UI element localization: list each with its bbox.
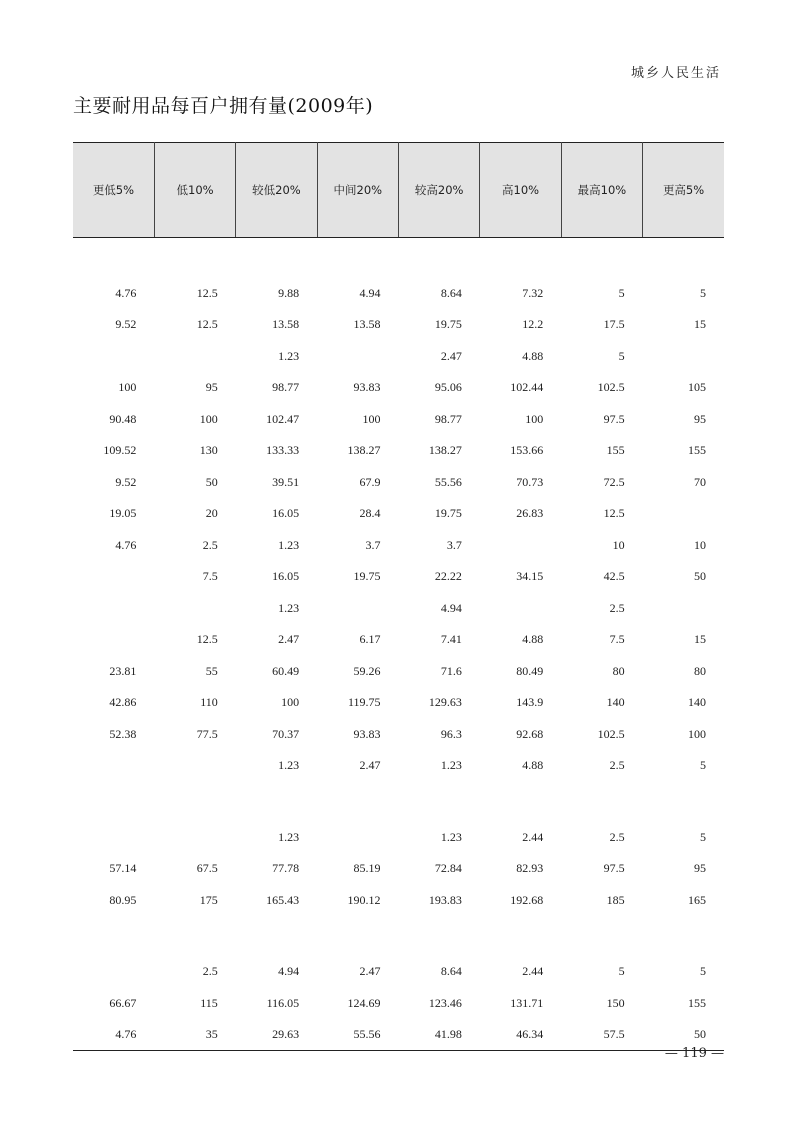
table-cell: 100 (281, 695, 300, 710)
table-cell: 16.05 (272, 506, 300, 521)
table-cell: 19.75 (353, 569, 381, 584)
durable-goods-table (73, 142, 724, 1051)
table-cell: 1.23 (440, 829, 462, 844)
column-header: 更低5% (73, 143, 154, 238)
table-cell (643, 916, 724, 956)
table-cell: 100 (362, 411, 381, 426)
table-cell: 19.05 (109, 506, 137, 521)
table-cell (643, 593, 724, 625)
table-cell: 82.93 (516, 861, 544, 876)
table-cell: 2.5 (202, 964, 218, 979)
table-row (73, 916, 724, 956)
table-cell (643, 782, 724, 822)
table-cell: 29.63 (236, 1019, 317, 1051)
table-row (73, 956, 724, 988)
table-cell: 80 (612, 663, 625, 678)
table-cell: 3.7 (446, 537, 462, 552)
table-cell: 100 (688, 726, 706, 741)
table-cell: 105 (688, 380, 706, 395)
table-cell (561, 238, 642, 278)
table-row (73, 656, 724, 688)
table-cell (643, 498, 724, 530)
table-cell: 2.47 (278, 632, 300, 647)
table-cell: 10 (612, 537, 625, 552)
table-cell: 155 (688, 443, 706, 458)
table-cell (480, 238, 561, 278)
column-header: 较高20% (399, 143, 480, 238)
table-cell: 7.5 (202, 569, 218, 584)
table-cell (236, 782, 317, 822)
table-cell: 190.12 (347, 892, 381, 907)
table-cell: 3.7 (365, 537, 381, 552)
table-cell: 155 (606, 443, 625, 458)
table-cell (480, 916, 561, 956)
table-cell: 7.32 (522, 285, 544, 300)
column-header: 高10% (480, 143, 561, 238)
table-cell: 175 (199, 892, 218, 907)
table-cell (561, 782, 642, 822)
table-cell (154, 238, 235, 278)
table-cell: 72.84 (434, 861, 462, 876)
table-cell: 1.23 (440, 758, 462, 773)
table-cell (73, 341, 154, 373)
running-head: 城乡人民生活 (630, 66, 721, 81)
table-cell: 138.27 (428, 443, 462, 458)
table-cell (73, 624, 154, 656)
table-row (73, 687, 724, 719)
table-cell: 60.49 (272, 663, 300, 678)
table-row (73, 467, 724, 499)
table-cell: 7.41 (440, 632, 462, 647)
table-cell: 71.6 (440, 663, 462, 678)
table-cell (154, 593, 235, 625)
table-cell (480, 530, 561, 562)
table-cell: 100 (525, 411, 544, 426)
table-cell: 20 (205, 506, 218, 521)
table-row (73, 853, 724, 885)
table-cell (73, 822, 154, 854)
column-header: 低10% (154, 143, 235, 238)
column-header: 较低20% (236, 143, 317, 238)
table-cell: 130 (199, 443, 218, 458)
table-cell: 85.19 (353, 861, 381, 876)
table-cell (561, 916, 642, 956)
table-cell: 185 (606, 892, 625, 907)
table-cell: 1.23 (278, 348, 300, 363)
column-header: 更高5% (643, 143, 724, 238)
table-cell: 193.83 (428, 892, 462, 907)
table-cell: 70.37 (272, 726, 300, 741)
table-cell: 57.5 (561, 1019, 642, 1051)
table-cell: 2.44 (522, 829, 544, 844)
table-header (73, 143, 724, 238)
table-cell: 55.56 (434, 474, 462, 489)
table-row (73, 498, 724, 530)
table-cell: 95.06 (434, 380, 462, 395)
column-header: 最高10% (561, 143, 642, 238)
table-cell (154, 822, 235, 854)
table-cell: 4.94 (440, 600, 462, 615)
table-row (73, 341, 724, 373)
table-row (73, 593, 724, 625)
table-cell: 39.51 (272, 474, 300, 489)
table-cell (154, 782, 235, 822)
column-header: 中间20% (317, 143, 398, 238)
table-cell (399, 238, 480, 278)
table-cell: 66.67 (109, 995, 137, 1010)
table-cell: 119.75 (347, 695, 381, 710)
table-row (73, 404, 724, 436)
table-cell: 55 (205, 663, 218, 678)
table-cell (154, 341, 235, 373)
table-cell (73, 916, 154, 956)
table-cell: 110 (200, 695, 218, 710)
table-cell (154, 916, 235, 956)
table-cell: 8.64 (440, 964, 462, 979)
table-cell: 55.56 (317, 1019, 398, 1051)
table-cell: 2.47 (440, 348, 462, 363)
table-cell: 19.75 (434, 506, 462, 521)
table-row (73, 530, 724, 562)
table-cell: 133.33 (266, 443, 300, 458)
table-cell: 4.94 (359, 285, 381, 300)
table-cell: 109.52 (103, 443, 137, 458)
table-cell: 165.43 (266, 892, 300, 907)
table-cell: 115 (200, 995, 218, 1010)
table-cell: 67.9 (359, 474, 381, 489)
table-cell (73, 750, 154, 782)
table-cell: 100 (199, 411, 218, 426)
table-cell: 80.95 (109, 892, 137, 907)
table-cell: 13.58 (353, 317, 381, 332)
table-cell: 4.76 (115, 537, 137, 552)
table-cell: 92.68 (516, 726, 544, 741)
table-cell: 50 (205, 474, 218, 489)
table-cell: 10 (694, 537, 706, 552)
table-row (73, 561, 724, 593)
table-cell: 4.88 (522, 758, 544, 773)
table-cell: 165 (688, 892, 706, 907)
table-row (73, 238, 724, 278)
table-cell (643, 341, 724, 373)
table-cell: 97.5 (603, 411, 625, 426)
table-cell: 5 (700, 758, 706, 773)
table-cell: 59.26 (353, 663, 381, 678)
table-cell: 2.47 (359, 758, 381, 773)
table-cell: 67.5 (196, 861, 218, 876)
table-cell: 93.83 (353, 380, 381, 395)
table-cell (480, 593, 561, 625)
table-cell: 1.23 (278, 600, 300, 615)
table-cell: 129.63 (428, 695, 462, 710)
table-row (73, 624, 724, 656)
table-cell: 5 (700, 829, 706, 844)
table-cell: 97.5 (603, 861, 625, 876)
table-cell: 19.75 (434, 317, 462, 332)
table-cell: 90.48 (109, 411, 137, 426)
table-cell: 131.71 (510, 995, 544, 1010)
table-cell: 102.5 (597, 726, 625, 741)
table-cell: 70.73 (516, 474, 544, 489)
table-title: 主要耐用品每百户拥有量(2009年) (73, 95, 374, 117)
table-row (73, 435, 724, 467)
table-cell: 77.78 (272, 861, 300, 876)
table-cell: 2.5 (609, 600, 625, 615)
table-cell: 26.83 (516, 506, 544, 521)
table-cell (317, 238, 398, 278)
table-cell: 16.05 (272, 569, 300, 584)
table-cell (73, 956, 154, 988)
table-cell: 15 (694, 632, 706, 647)
table-cell (317, 782, 398, 822)
table-cell (317, 822, 398, 854)
table-cell: 93.83 (353, 726, 381, 741)
table-cell: 143.9 (516, 695, 544, 710)
table-cell (317, 341, 398, 373)
table-cell: 153.66 (510, 443, 544, 458)
table-cell: 2.5 (202, 537, 218, 552)
table-cell: 4.88 (522, 348, 544, 363)
table-cell: 138.27 (347, 443, 381, 458)
table-cell: 42.5 (603, 569, 625, 584)
table-cell: 8.64 (440, 285, 462, 300)
table-cell (73, 593, 154, 625)
table-cell: 5 (618, 964, 625, 979)
table-cell: 42.86 (109, 695, 137, 710)
table-cell: 72.5 (603, 474, 625, 489)
table-cell (73, 238, 154, 278)
table-cell: 23.81 (109, 663, 137, 678)
table-cell: 50 (694, 569, 706, 584)
table-cell: 46.34 (480, 1019, 561, 1051)
table-cell (480, 782, 561, 822)
table-cell: 116.05 (266, 995, 300, 1010)
table-cell: 124.69 (347, 995, 381, 1010)
table-cell: 5 (618, 348, 625, 363)
table-cell: 123.46 (428, 995, 462, 1010)
table-row (73, 988, 724, 1020)
table-cell: 4.88 (522, 632, 544, 647)
table-cell (399, 916, 480, 956)
table-cell: 5 (618, 285, 625, 300)
table-cell: 1.23 (278, 758, 300, 773)
header-row (73, 143, 724, 238)
table-cell: 102.47 (266, 411, 300, 426)
table-cell: 102.44 (510, 380, 544, 395)
table-cell: 95 (205, 380, 218, 395)
table-cell (73, 782, 154, 822)
table-cell: 28.4 (359, 506, 381, 521)
table-row (73, 278, 724, 310)
table-cell: 1.23 (278, 537, 300, 552)
table-cell: 4.76 (73, 1019, 154, 1051)
table-cell (643, 238, 724, 278)
table-row (73, 750, 724, 782)
table-cell: 52.38 (109, 726, 137, 741)
table-cell: 12.5 (603, 506, 625, 521)
page-number: — 119 — (664, 1046, 724, 1061)
table-cell: 2.5 (609, 829, 625, 844)
table-cell: 102.5 (597, 380, 625, 395)
table-cell: 34.15 (516, 569, 544, 584)
table-cell: 70 (694, 474, 706, 489)
table-cell: 150 (606, 995, 625, 1010)
table-cell: 80.49 (516, 663, 544, 678)
table-cell (236, 916, 317, 956)
table-cell: 77.5 (196, 726, 218, 741)
table-cell: 155 (688, 995, 706, 1010)
table-row (73, 309, 724, 341)
table-cell: 9.52 (115, 474, 137, 489)
table-row (73, 719, 724, 751)
table-cell: 192.68 (510, 892, 544, 907)
table-cell: 140 (606, 695, 625, 710)
table-cell: 4.76 (115, 285, 137, 300)
table-row (73, 885, 724, 917)
table-cell (317, 916, 398, 956)
table-cell: 95 (694, 411, 706, 426)
table-cell (236, 238, 317, 278)
table-cell (399, 782, 480, 822)
table-cell: 41.98 (399, 1019, 480, 1051)
table-cell: 17.5 (603, 317, 625, 332)
table-cell: 15 (694, 317, 706, 332)
table-cell: 98.77 (272, 380, 300, 395)
table-cell: 9.52 (115, 317, 137, 332)
table-cell: 22.22 (434, 569, 462, 584)
table-cell: 80 (694, 663, 706, 678)
table-cell: 96.3 (440, 726, 462, 741)
table-cell: 1.23 (278, 829, 300, 844)
table-row (73, 822, 724, 854)
table-cell (73, 561, 154, 593)
table-body (73, 238, 724, 1051)
table-cell: 5 (700, 964, 706, 979)
table-row (73, 782, 724, 822)
table-cell: 98.77 (434, 411, 462, 426)
table-cell (154, 750, 235, 782)
table-cell: 12.5 (196, 317, 218, 332)
table-cell: 5 (700, 285, 706, 300)
table-cell: 2.5 (609, 758, 625, 773)
table-cell: 7.5 (609, 632, 625, 647)
table-cell: 100 (118, 380, 137, 395)
table-cell (317, 593, 398, 625)
table-cell: 13.58 (272, 317, 300, 332)
table-cell: 9.88 (278, 285, 300, 300)
table-cell: 4.94 (278, 964, 300, 979)
table-cell: 35 (154, 1019, 235, 1051)
table-row (73, 372, 724, 404)
table-cell: 95 (694, 861, 706, 876)
table-cell: 2.47 (359, 964, 381, 979)
table-cell: 12.5 (196, 632, 218, 647)
table-cell: 50 (643, 1019, 724, 1051)
table-cell: 6.17 (359, 632, 381, 647)
table-cell: 140 (688, 695, 706, 710)
table-cell: 12.5 (196, 285, 218, 300)
table-cell: 2.44 (522, 964, 544, 979)
table-cell: 12.2 (522, 317, 544, 332)
table-cell: 57.14 (109, 861, 137, 876)
